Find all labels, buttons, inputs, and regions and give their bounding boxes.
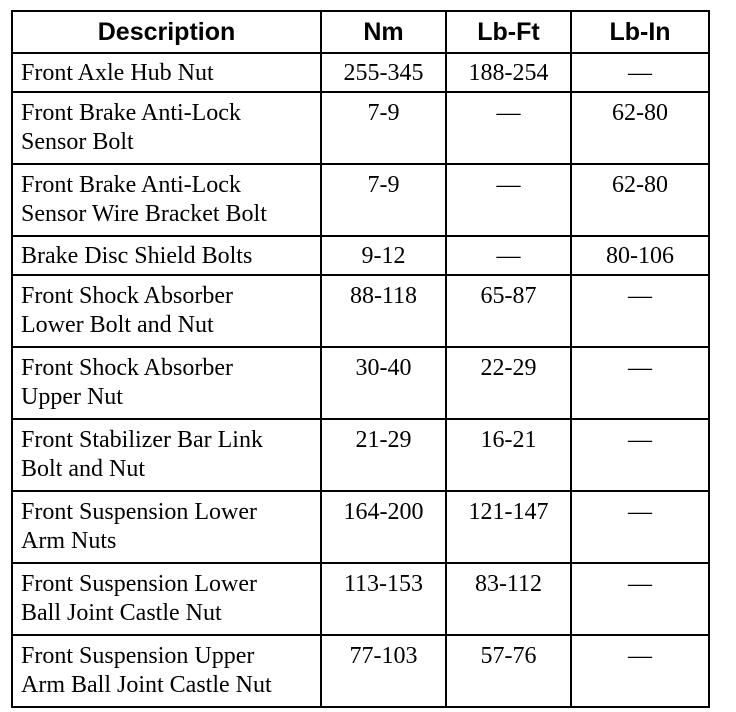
description-line-2: Upper Nut	[21, 384, 123, 410]
lb-in-cell: —	[571, 275, 709, 347]
description-line-1: Front Brake Anti-Lock	[21, 100, 241, 126]
description-line-1: Front Stabilizer Bar Link	[21, 427, 263, 453]
lb-ft-cell: 22-29	[446, 347, 571, 419]
nm-cell: 77-103	[321, 635, 446, 707]
table-row	[12, 563, 709, 635]
description-cell	[12, 53, 321, 92]
description-cell	[12, 347, 321, 419]
description-line-2: Bolt and Nut	[21, 456, 145, 482]
description-line-1: Front Suspension Lower	[21, 499, 257, 525]
nm-cell: 30-40	[321, 347, 446, 419]
description-line-1: Front Suspension Upper	[21, 643, 255, 669]
lb-ft-cell: 188-254	[446, 53, 571, 92]
lb-ft-cell: —	[446, 236, 571, 275]
description-cell	[12, 92, 321, 164]
lb-in-cell: —	[571, 53, 709, 92]
nm-cell: 164-200	[321, 491, 446, 563]
lb-ft-cell: 65-87	[446, 275, 571, 347]
header-nm: Nm	[321, 11, 446, 53]
description-line-1: Front Shock Absorber	[21, 283, 233, 309]
description-line-1: Front Brake Anti-Lock	[21, 172, 241, 198]
description-line-2: Ball Joint Castle Nut	[21, 600, 222, 626]
lb-in-cell: —	[571, 419, 709, 491]
lb-ft-cell: 16-21	[446, 419, 571, 491]
lb-ft-cell: 83-112	[446, 563, 571, 635]
lb-in-cell: 80-106	[571, 236, 709, 275]
description-cell	[12, 491, 321, 563]
description-cell	[12, 275, 321, 347]
description-line-2: Arm Ball Joint Castle Nut	[21, 672, 272, 698]
description-line-1: Front Shock Absorber	[21, 355, 233, 381]
lb-ft-cell: —	[446, 164, 571, 236]
lb-ft-cell: 121-147	[446, 491, 571, 563]
lb-in-cell: 62-80	[571, 164, 709, 236]
description-cell	[12, 236, 321, 275]
description-line-1: Brake Disc Shield Bolts	[21, 243, 253, 269]
table-row	[12, 164, 709, 236]
table-row	[12, 275, 709, 347]
description-cell	[12, 164, 321, 236]
description-line-2: Lower Bolt and Nut	[21, 312, 214, 338]
table-row	[12, 635, 709, 707]
header-description: Description	[12, 11, 321, 53]
description-line-2: Sensor Bolt	[21, 129, 134, 155]
description-cell	[12, 635, 321, 707]
lb-in-cell: —	[571, 563, 709, 635]
table-row	[12, 53, 709, 92]
table-row	[12, 419, 709, 491]
description-line-1: Front Suspension Lower	[21, 571, 257, 597]
nm-cell: 113-153	[321, 563, 446, 635]
nm-cell: 88-118	[321, 275, 446, 347]
table-row	[12, 491, 709, 563]
lb-ft-cell: —	[446, 92, 571, 164]
nm-cell: 21-29	[321, 419, 446, 491]
nm-cell: 7-9	[321, 92, 446, 164]
description-cell	[12, 419, 321, 491]
lb-in-cell: —	[571, 491, 709, 563]
nm-cell: 7-9	[321, 164, 446, 236]
torque-specifications-table	[11, 10, 710, 708]
table-row	[12, 347, 709, 419]
header-lb-in: Lb-In	[571, 11, 709, 53]
description-line-2: Sensor Wire Bracket Bolt	[21, 201, 267, 227]
description-line-2: Arm Nuts	[21, 528, 117, 554]
table-header-row	[12, 11, 709, 53]
header-lb-ft: Lb-Ft	[446, 11, 571, 53]
table-row	[12, 92, 709, 164]
description-line-1: Front Axle Hub Nut	[21, 60, 214, 86]
lb-in-cell: —	[571, 635, 709, 707]
lb-in-cell: —	[571, 347, 709, 419]
nm-cell: 9-12	[321, 236, 446, 275]
table-row	[12, 236, 709, 275]
nm-cell: 255-345	[321, 53, 446, 92]
lb-ft-cell: 57-76	[446, 635, 571, 707]
lb-in-cell: 62-80	[571, 92, 709, 164]
description-cell	[12, 563, 321, 635]
